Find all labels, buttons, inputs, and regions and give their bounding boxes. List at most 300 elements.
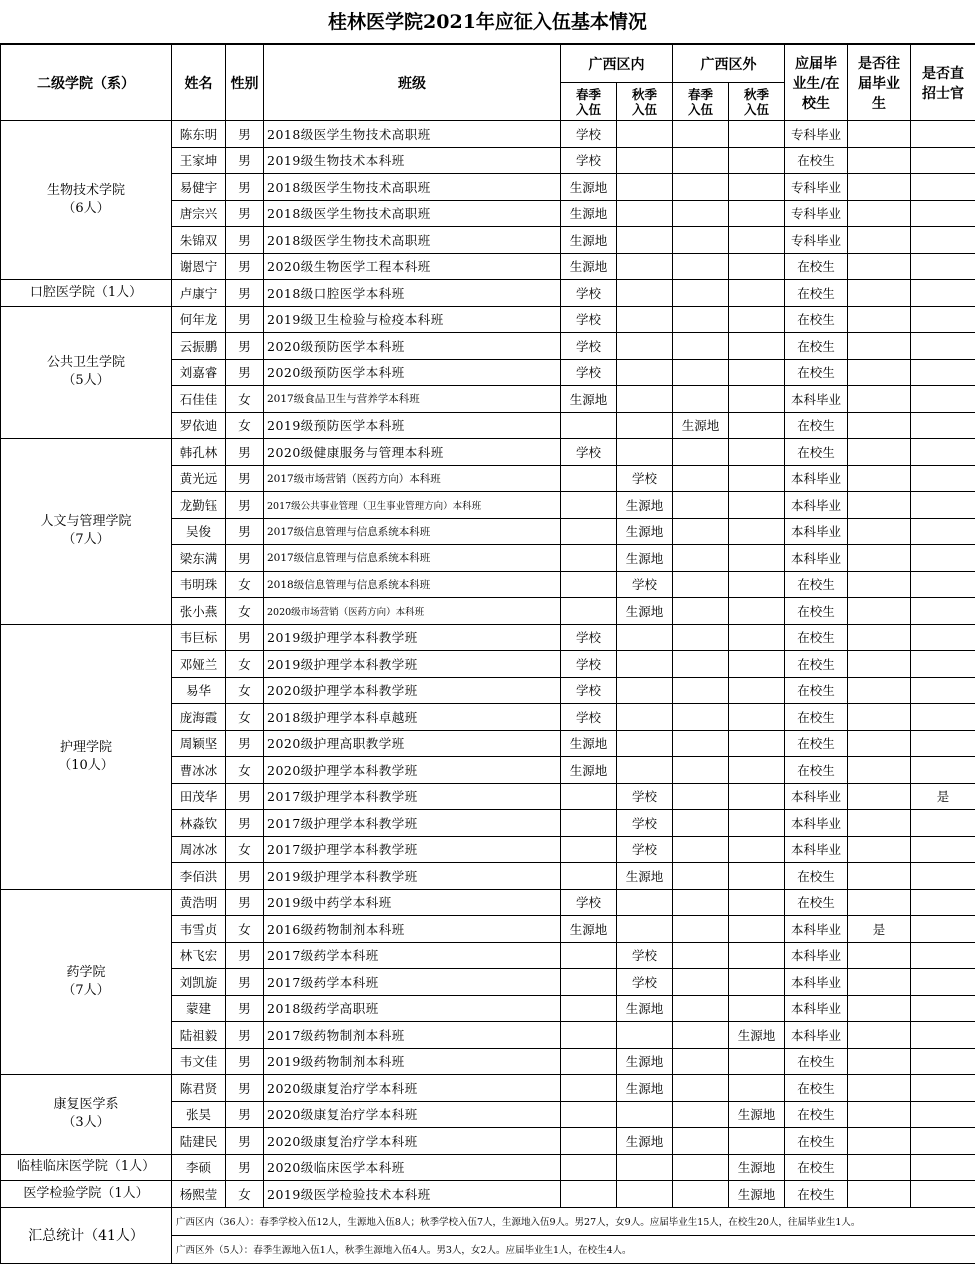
name-cell: 谢恩宁	[172, 253, 226, 280]
guangxi-out-spring-cell	[673, 942, 729, 969]
header-out-autumn: 秋季入伍	[729, 83, 785, 121]
guangxi-out-autumn-cell: 生源地	[729, 1181, 785, 1208]
guangxi-in-spring-cell	[561, 518, 617, 545]
guangxi-in-spring-cell	[561, 412, 617, 439]
gender-cell: 男	[226, 1048, 264, 1075]
guangxi-out-spring-cell	[673, 624, 729, 651]
gender-cell: 男	[226, 942, 264, 969]
guangxi-in-autumn-cell	[617, 704, 673, 731]
class-cell: 2017级市场营销（医药方向）本科班	[264, 465, 561, 492]
guangxi-out-autumn-cell	[729, 439, 785, 466]
direct-recruit-cell	[911, 1048, 975, 1075]
dept-name: 人文与管理学院	[1, 513, 171, 531]
guangxi-in-autumn-cell	[617, 147, 673, 174]
grad-status-cell: 在校生	[785, 1154, 848, 1181]
dept-count: （5人）	[1, 372, 171, 390]
guangxi-out-autumn-cell	[729, 545, 785, 572]
direct-recruit-cell	[911, 545, 975, 572]
class-cell: 2020级护理学本科教学班	[264, 677, 561, 704]
guangxi-in-spring-cell: 生源地	[561, 757, 617, 784]
guangxi-out-autumn-cell	[729, 651, 785, 678]
header-guangxi-out: 广西区外	[673, 45, 785, 83]
guangxi-in-spring-cell	[561, 1048, 617, 1075]
past-grad-cell	[848, 545, 911, 572]
name-cell: 韦雪贞	[172, 916, 226, 943]
gender-cell: 男	[226, 889, 264, 916]
guangxi-out-autumn-cell	[729, 518, 785, 545]
grad-status-cell: 在校生	[785, 677, 848, 704]
past-grad-cell	[848, 889, 911, 916]
summary-line-out: 广西区外（5人）：春季生源地入伍1人，秋季生源地入伍4人。男3人，女2人。应届毕业生1人，在校生4人。	[172, 1235, 975, 1263]
direct-recruit-cell	[911, 465, 975, 492]
dept-count: （10人）	[1, 757, 171, 775]
grad-status-cell: 本科毕业	[785, 783, 848, 810]
guangxi-out-autumn-cell: 生源地	[729, 1101, 785, 1128]
name-cell: 庞海霞	[172, 704, 226, 731]
header-gender: 性别	[226, 45, 264, 121]
class-cell: 2017级护理学本科教学班	[264, 836, 561, 863]
direct-recruit-cell	[911, 1101, 975, 1128]
gender-cell: 男	[226, 624, 264, 651]
dept-name: 康复医学系	[1, 1096, 171, 1114]
class-cell: 2018级药学高职班	[264, 995, 561, 1022]
guangxi-in-autumn-cell: 学校	[617, 465, 673, 492]
direct-recruit-cell	[911, 280, 975, 307]
name-cell: 张昊	[172, 1101, 226, 1128]
guangxi-out-autumn-cell	[729, 995, 785, 1022]
guangxi-out-spring-cell	[673, 836, 729, 863]
gender-cell: 男	[226, 545, 264, 572]
class-cell: 2020级健康服务与管理本科班	[264, 439, 561, 466]
gender-cell: 男	[226, 439, 264, 466]
grad-status-cell: 在校生	[785, 439, 848, 466]
guangxi-in-spring-cell: 学校	[561, 651, 617, 678]
grad-status-cell: 专科毕业	[785, 121, 848, 148]
direct-recruit-cell	[911, 333, 975, 360]
guangxi-out-spring-cell	[673, 1128, 729, 1155]
guangxi-in-autumn-cell: 学校	[617, 969, 673, 996]
guangxi-in-autumn-cell: 生源地	[617, 1075, 673, 1102]
guangxi-out-spring-cell	[673, 916, 729, 943]
guangxi-out-autumn-cell	[729, 1128, 785, 1155]
grad-status-cell: 在校生	[785, 1181, 848, 1208]
class-cell: 2018级医学生物技术高职班	[264, 200, 561, 227]
guangxi-in-autumn-cell	[617, 1022, 673, 1049]
grad-status-cell: 在校生	[785, 412, 848, 439]
guangxi-out-spring-cell	[673, 386, 729, 413]
direct-recruit-cell	[911, 651, 975, 678]
grad-status-cell: 本科毕业	[785, 810, 848, 837]
page-title: 桂林医学院2021年应征入伍基本情况	[0, 0, 975, 44]
guangxi-out-spring-cell	[673, 359, 729, 386]
past-grad-cell	[848, 253, 911, 280]
gender-cell: 男	[226, 1075, 264, 1102]
past-grad-cell	[848, 863, 911, 890]
class-cell: 2017级信息管理与信息系统本科班	[264, 545, 561, 572]
gender-cell: 男	[226, 863, 264, 890]
past-grad-cell	[848, 174, 911, 201]
grad-status-cell: 本科毕业	[785, 518, 848, 545]
name-cell: 龙勤钰	[172, 492, 226, 519]
past-grad-cell	[848, 121, 911, 148]
class-cell: 2019级预防医学本科班	[264, 412, 561, 439]
dept-cell	[1, 1181, 172, 1208]
guangxi-in-spring-cell	[561, 783, 617, 810]
class-cell: 2018级医学生物技术高职班	[264, 174, 561, 201]
guangxi-out-spring-cell	[673, 147, 729, 174]
guangxi-out-spring-cell	[673, 810, 729, 837]
guangxi-out-spring-cell	[673, 1154, 729, 1181]
guangxi-out-spring-cell	[673, 598, 729, 625]
guangxi-out-spring-cell	[673, 1181, 729, 1208]
guangxi-out-spring-cell	[673, 200, 729, 227]
class-cell: 2020级市场营销（医药方向）本科班	[264, 598, 561, 625]
gender-cell: 男	[226, 227, 264, 254]
class-cell: 2020级预防医学本科班	[264, 333, 561, 360]
guangxi-in-autumn-cell	[617, 757, 673, 784]
direct-recruit-cell	[911, 386, 975, 413]
guangxi-in-autumn-cell: 生源地	[617, 598, 673, 625]
direct-recruit-cell	[911, 227, 975, 254]
guangxi-out-spring-cell	[673, 730, 729, 757]
past-grad-cell	[848, 492, 911, 519]
gender-cell: 男	[226, 783, 264, 810]
name-cell: 李佰洪	[172, 863, 226, 890]
guangxi-in-spring-cell: 学校	[561, 121, 617, 148]
name-cell: 朱锦双	[172, 227, 226, 254]
past-grad-cell	[848, 995, 911, 1022]
class-cell: 2019级生物技术本科班	[264, 147, 561, 174]
name-cell: 陈东明	[172, 121, 226, 148]
class-cell: 2020级护理高职教学班	[264, 730, 561, 757]
guangxi-out-spring-cell	[673, 1101, 729, 1128]
grad-status-cell: 在校生	[785, 598, 848, 625]
past-grad-cell	[848, 1075, 911, 1102]
guangxi-in-spring-cell: 学校	[561, 439, 617, 466]
grad-status-cell: 本科毕业	[785, 969, 848, 996]
guangxi-in-autumn-cell	[617, 651, 673, 678]
direct-recruit-cell	[911, 1154, 975, 1181]
grad-status-cell: 本科毕业	[785, 916, 848, 943]
grad-status-cell: 本科毕业	[785, 836, 848, 863]
guangxi-out-autumn-cell	[729, 863, 785, 890]
guangxi-in-spring-cell	[561, 810, 617, 837]
name-cell: 黄浩明	[172, 889, 226, 916]
direct-recruit-cell	[911, 253, 975, 280]
guangxi-out-autumn-cell	[729, 942, 785, 969]
grad-status-cell: 在校生	[785, 1101, 848, 1128]
name-cell: 李硕	[172, 1154, 226, 1181]
guangxi-in-spring-cell	[561, 1075, 617, 1102]
past-grad-cell	[848, 624, 911, 651]
gender-cell: 女	[226, 598, 264, 625]
gender-cell: 男	[226, 969, 264, 996]
gender-cell: 男	[226, 200, 264, 227]
grad-status-cell: 在校生	[785, 624, 848, 651]
guangxi-in-spring-cell	[561, 598, 617, 625]
name-cell: 刘嘉睿	[172, 359, 226, 386]
dept-cell	[1, 121, 172, 280]
table-row	[1, 306, 975, 333]
guangxi-out-autumn-cell	[729, 677, 785, 704]
name-cell: 蒙建	[172, 995, 226, 1022]
guangxi-out-autumn-cell	[729, 1048, 785, 1075]
name-cell: 易华	[172, 677, 226, 704]
past-grad-cell	[848, 1048, 911, 1075]
name-cell: 田茂华	[172, 783, 226, 810]
name-cell: 吴俊	[172, 518, 226, 545]
class-cell: 2020级康复治疗学本科班	[264, 1128, 561, 1155]
gender-cell: 男	[226, 280, 264, 307]
header-grad-status: 应届毕业生/在校生	[785, 45, 848, 121]
guangxi-out-autumn-cell	[729, 757, 785, 784]
guangxi-out-spring-cell	[673, 333, 729, 360]
direct-recruit-cell	[911, 174, 975, 201]
grad-status-cell: 在校生	[785, 571, 848, 598]
grad-status-cell: 在校生	[785, 889, 848, 916]
direct-recruit-cell	[911, 439, 975, 466]
guangxi-in-spring-cell: 生源地	[561, 227, 617, 254]
past-grad-cell: 是	[848, 916, 911, 943]
guangxi-out-autumn-cell	[729, 147, 785, 174]
guangxi-out-spring-cell	[673, 783, 729, 810]
guangxi-in-autumn-cell: 生源地	[617, 545, 673, 572]
past-grad-cell	[848, 651, 911, 678]
guangxi-in-autumn-cell: 学校	[617, 810, 673, 837]
past-grad-cell	[848, 969, 911, 996]
direct-recruit-cell	[911, 1022, 975, 1049]
guangxi-in-autumn-cell: 生源地	[617, 1128, 673, 1155]
guangxi-out-autumn-cell	[729, 227, 785, 254]
dept-name: 临桂临床医学院（1人）	[1, 1158, 171, 1176]
direct-recruit-cell	[911, 598, 975, 625]
guangxi-in-spring-cell	[561, 836, 617, 863]
direct-recruit-cell	[911, 624, 975, 651]
past-grad-cell	[848, 439, 911, 466]
guangxi-out-autumn-cell	[729, 386, 785, 413]
name-cell: 林飞宏	[172, 942, 226, 969]
grad-status-cell: 在校生	[785, 253, 848, 280]
class-cell: 2020级临床医学本科班	[264, 1154, 561, 1181]
past-grad-cell	[848, 1154, 911, 1181]
name-cell: 陆建民	[172, 1128, 226, 1155]
guangxi-out-autumn-cell	[729, 836, 785, 863]
gender-cell: 男	[226, 1101, 264, 1128]
guangxi-in-autumn-cell: 学校	[617, 942, 673, 969]
past-grad-cell	[848, 280, 911, 307]
header-class: 班级	[264, 45, 561, 121]
guangxi-in-autumn-cell	[617, 677, 673, 704]
guangxi-out-autumn-cell	[729, 571, 785, 598]
guangxi-in-spring-cell: 生源地	[561, 386, 617, 413]
class-cell: 2017级食品卫生与营养学本科班	[264, 386, 561, 413]
gender-cell: 男	[226, 306, 264, 333]
guangxi-in-autumn-cell: 生源地	[617, 518, 673, 545]
name-cell: 梁东满	[172, 545, 226, 572]
direct-recruit-cell	[911, 810, 975, 837]
name-cell: 杨熙莹	[172, 1181, 226, 1208]
direct-recruit-cell	[911, 995, 975, 1022]
dept-count: （6人）	[1, 200, 171, 218]
name-cell: 罗依迪	[172, 412, 226, 439]
grad-status-cell: 本科毕业	[785, 492, 848, 519]
past-grad-cell	[848, 412, 911, 439]
table-row	[1, 624, 975, 651]
class-cell: 2018级医学生物技术高职班	[264, 121, 561, 148]
past-grad-cell	[848, 518, 911, 545]
direct-recruit-cell	[911, 1128, 975, 1155]
guangxi-in-autumn-cell	[617, 1154, 673, 1181]
class-cell: 2017级公共事业管理（卫生事业管理方向）本科班	[264, 492, 561, 519]
name-cell: 曹冰冰	[172, 757, 226, 784]
guangxi-in-spring-cell	[561, 1181, 617, 1208]
header-guangxi-in: 广西区内	[561, 45, 673, 83]
guangxi-out-autumn-cell	[729, 465, 785, 492]
gender-cell: 女	[226, 412, 264, 439]
class-cell: 2017级药物制剂本科班	[264, 1022, 561, 1049]
past-grad-cell	[848, 200, 911, 227]
direct-recruit-cell	[911, 757, 975, 784]
guangxi-out-spring-cell	[673, 121, 729, 148]
direct-recruit-cell	[911, 121, 975, 148]
guangxi-out-autumn-cell	[729, 280, 785, 307]
grad-status-cell: 在校生	[785, 359, 848, 386]
guangxi-in-autumn-cell	[617, 624, 673, 651]
dept-cell	[1, 439, 172, 625]
class-cell: 2019级护理学本科教学班	[264, 863, 561, 890]
guangxi-out-autumn-cell	[729, 730, 785, 757]
name-cell: 周颖坚	[172, 730, 226, 757]
guangxi-out-autumn-cell	[729, 200, 785, 227]
table-row	[1, 1154, 975, 1181]
name-cell: 石佳佳	[172, 386, 226, 413]
past-grad-cell	[848, 810, 911, 837]
grad-status-cell: 本科毕业	[785, 386, 848, 413]
past-grad-cell	[848, 1101, 911, 1128]
class-cell: 2017级药学本科班	[264, 942, 561, 969]
gender-cell: 女	[226, 386, 264, 413]
guangxi-out-spring-cell	[673, 465, 729, 492]
header-past-grad: 是否往届毕业生	[848, 45, 911, 121]
gender-cell: 女	[226, 677, 264, 704]
guangxi-in-spring-cell: 生源地	[561, 200, 617, 227]
class-cell: 2017级药学本科班	[264, 969, 561, 996]
class-cell: 2019级中药学本科班	[264, 889, 561, 916]
guangxi-in-spring-cell: 学校	[561, 280, 617, 307]
grad-status-cell: 在校生	[785, 757, 848, 784]
guangxi-in-spring-cell: 学校	[561, 306, 617, 333]
guangxi-out-spring-cell	[673, 1022, 729, 1049]
dept-cell	[1, 889, 172, 1075]
name-cell: 韦文佳	[172, 1048, 226, 1075]
past-grad-cell	[848, 942, 911, 969]
dept-name: 护理学院	[1, 739, 171, 757]
guangxi-in-spring-cell	[561, 1128, 617, 1155]
class-cell: 2020级康复治疗学本科班	[264, 1075, 561, 1102]
class-cell: 2018级医学生物技术高职班	[264, 227, 561, 254]
class-cell: 2019级护理学本科教学班	[264, 651, 561, 678]
guangxi-in-autumn-cell	[617, 889, 673, 916]
guangxi-in-autumn-cell	[617, 439, 673, 466]
table-row	[1, 1181, 975, 1208]
guangxi-out-spring-cell	[673, 545, 729, 572]
gender-cell: 男	[226, 253, 264, 280]
guangxi-in-autumn-cell	[617, 280, 673, 307]
class-cell: 2017级护理学本科教学班	[264, 810, 561, 837]
guangxi-in-autumn-cell	[617, 1101, 673, 1128]
guangxi-out-autumn-cell	[729, 253, 785, 280]
dept-name: 生物技术学院	[1, 182, 171, 200]
guangxi-out-spring-cell	[673, 1048, 729, 1075]
guangxi-out-autumn-cell	[729, 121, 785, 148]
direct-recruit-cell: 是	[911, 783, 975, 810]
summary-label: 汇总统计（41人）	[1, 1207, 172, 1263]
guangxi-out-spring-cell	[673, 863, 729, 890]
guangxi-in-spring-cell: 学校	[561, 333, 617, 360]
gender-cell: 男	[226, 1128, 264, 1155]
past-grad-cell	[848, 677, 911, 704]
guangxi-out-autumn-cell	[729, 810, 785, 837]
past-grad-cell	[848, 836, 911, 863]
gender-cell: 男	[226, 995, 264, 1022]
guangxi-out-spring-cell	[673, 757, 729, 784]
name-cell: 黄光远	[172, 465, 226, 492]
guangxi-out-autumn-cell	[729, 412, 785, 439]
direct-recruit-cell	[911, 916, 975, 943]
guangxi-in-spring-cell	[561, 1101, 617, 1128]
direct-recruit-cell	[911, 492, 975, 519]
guangxi-in-spring-cell	[561, 969, 617, 996]
dept-count: （3人）	[1, 1114, 171, 1132]
guangxi-out-spring-cell	[673, 518, 729, 545]
guangxi-in-spring-cell: 生源地	[561, 174, 617, 201]
guangxi-in-autumn-cell: 学校	[617, 836, 673, 863]
guangxi-in-spring-cell	[561, 1022, 617, 1049]
name-cell: 陈君贤	[172, 1075, 226, 1102]
gender-cell: 男	[226, 518, 264, 545]
direct-recruit-cell	[911, 306, 975, 333]
class-cell: 2016级药物制剂本科班	[264, 916, 561, 943]
guangxi-out-spring-cell	[673, 227, 729, 254]
grad-status-cell: 专科毕业	[785, 200, 848, 227]
guangxi-in-spring-cell: 学校	[561, 359, 617, 386]
class-cell: 2020级预防医学本科班	[264, 359, 561, 386]
guangxi-in-autumn-cell	[617, 306, 673, 333]
name-cell: 周冰冰	[172, 836, 226, 863]
past-grad-cell	[848, 359, 911, 386]
guangxi-out-autumn-cell	[729, 889, 785, 916]
class-cell: 2020级生物医学工程本科班	[264, 253, 561, 280]
dept-name: 医学检验学院（1人）	[1, 1185, 171, 1203]
class-cell: 2019级药物制剂本科班	[264, 1048, 561, 1075]
gender-cell: 女	[226, 1181, 264, 1208]
guangxi-in-autumn-cell: 生源地	[617, 492, 673, 519]
guangxi-in-spring-cell: 生源地	[561, 253, 617, 280]
guangxi-out-autumn-cell	[729, 624, 785, 651]
enlistment-table	[0, 44, 975, 1264]
direct-recruit-cell	[911, 942, 975, 969]
dept-name: 公共卫生学院	[1, 354, 171, 372]
gender-cell: 男	[226, 1154, 264, 1181]
guangxi-in-spring-cell: 学校	[561, 677, 617, 704]
name-cell: 易健宇	[172, 174, 226, 201]
guangxi-out-spring-cell	[673, 969, 729, 996]
table-row	[1, 1075, 975, 1102]
guangxi-out-spring-cell	[673, 995, 729, 1022]
name-cell: 卢康宁	[172, 280, 226, 307]
class-cell: 2018级护理学本科卓越班	[264, 704, 561, 731]
header-in-spring: 春季入伍	[561, 83, 617, 121]
